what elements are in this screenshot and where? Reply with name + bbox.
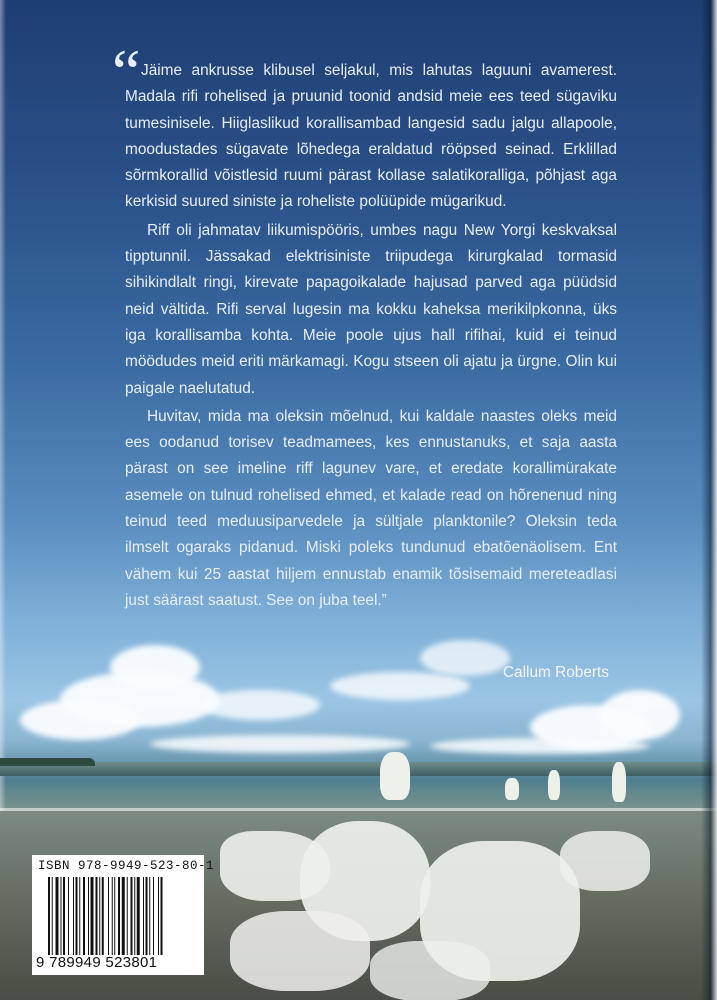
blurb-paragraph: Riff oli jahmatav liikumispööris, umbes nagu New Yorgi keskvaksal tipptunnil. Jässakad elektrisiniste triipudega kirurgkalad tormasid sihikindlalt ringi, kirevate papagoikalade hajusad parved aga püüdsid neid vältida. Rifi serval lugesin ma kokku kaheksa merikilpkonna, üks iga korallisamba kohta. Meie poole ujus hall rifihai, kuid ei teinud möödudes meid eriti märkamagi. Kogu stseen oli ajatu ja ürgne. Olin kui paigale naelutatud.	[125, 221, 617, 397]
barcode-bar	[61, 877, 62, 955]
coral-branch	[370, 941, 490, 1000]
cloud	[200, 690, 320, 720]
cloud	[420, 640, 510, 676]
barcode-bar	[63, 877, 65, 955]
barcode-bar	[158, 877, 159, 955]
cloud	[150, 735, 410, 753]
cloud	[330, 672, 470, 700]
coral-above-water	[505, 778, 519, 800]
spine-edge	[701, 0, 717, 1000]
barcode-bar	[96, 877, 98, 955]
cloud	[430, 738, 650, 754]
blurb-paragraph: Huvitav, mida ma oleksin mõelnud, kui kaldale naastes oleks meid ees oodanud torisev teadmamees, kes ennustanuks, et saja aasta pärast on see imeline riff lagunev vare, et eredate korallimürakate asemele on tulnud rohelised ehmed, et kalade read on hõrenenud ning teinud teed meduusiparvedele ja sültjale planktonile? Oleksin teda ilmselt ogaraks pidanud. Miski poleks tundunud ebatõenäolisem. Ent vähem kui 25 aastat hiljem ennustab enamik tõsisemaid mereteadlasi just säärast saatust. See on juba teel.”	[125, 407, 617, 609]
barcode-bar	[161, 877, 163, 955]
cloud	[600, 690, 680, 740]
barcode-bar	[76, 877, 78, 955]
barcode-bar	[56, 877, 59, 955]
sea-horizon	[0, 762, 717, 776]
blurb-text	[125, 58, 617, 614]
barcode-bar	[134, 877, 135, 955]
barcode-bars	[48, 877, 196, 955]
barcode-digits: 9 789949 523801	[36, 954, 158, 971]
barcode-bar	[118, 877, 120, 955]
barcode-bar	[146, 877, 148, 955]
barcode-bar	[137, 877, 140, 955]
barcode-bar	[79, 877, 80, 955]
barcode-bar	[102, 877, 104, 955]
barcode-bar	[127, 877, 128, 955]
barcode-bar	[131, 877, 133, 955]
coral-branch	[560, 831, 650, 891]
barcode-bar	[153, 877, 154, 955]
barcode-bar	[68, 877, 69, 955]
barcode-bar	[83, 877, 85, 955]
coral-above-water	[612, 762, 626, 802]
barcode-bar	[149, 877, 150, 955]
coral-branch	[230, 911, 370, 991]
coral-above-water	[380, 752, 410, 800]
barcode-bar	[52, 877, 53, 955]
barcode-bar	[108, 877, 109, 955]
drop-cap-paragraph: Jäime ankrusse klibusel seljakul, mis lahutas laguuni avamerest. Madala rifi rohelised ja pruunid toonid andsid meie ees teed sügaviku tumesinisele. Hiiglaslikud korallisambad langesid sadu jalgu allapoole, moodustades sügavate lõhedega eraldatud rööpsed seinad. Erklillad sõrmkorallid võistlesid ruumi pärast kollase salatikoralliga, põhjast aga kerkisid suured siniste ja roheliste polüüpide mügarikud.	[125, 62, 617, 211]
coral-above-water	[548, 770, 560, 800]
cloud	[110, 645, 200, 690]
barcode-bar	[91, 877, 94, 955]
barcode-bar	[143, 877, 144, 955]
isbn-barcode	[32, 855, 215, 975]
barcode-bar	[112, 877, 113, 955]
barcode-bar	[114, 877, 115, 955]
barcode-bar	[122, 877, 125, 955]
cloud	[20, 700, 140, 740]
barcode-bar	[99, 877, 100, 955]
quote-author: Callum Roberts	[502, 664, 609, 681]
barcode-bar	[88, 877, 89, 955]
island-silhouette	[0, 758, 95, 766]
isbn-label: ISBN 978-9949-523-80-1	[38, 859, 215, 873]
opening-quote-mark: “	[112, 36, 141, 107]
barcode-bar	[73, 877, 74, 955]
barcode-bar	[48, 877, 50, 955]
